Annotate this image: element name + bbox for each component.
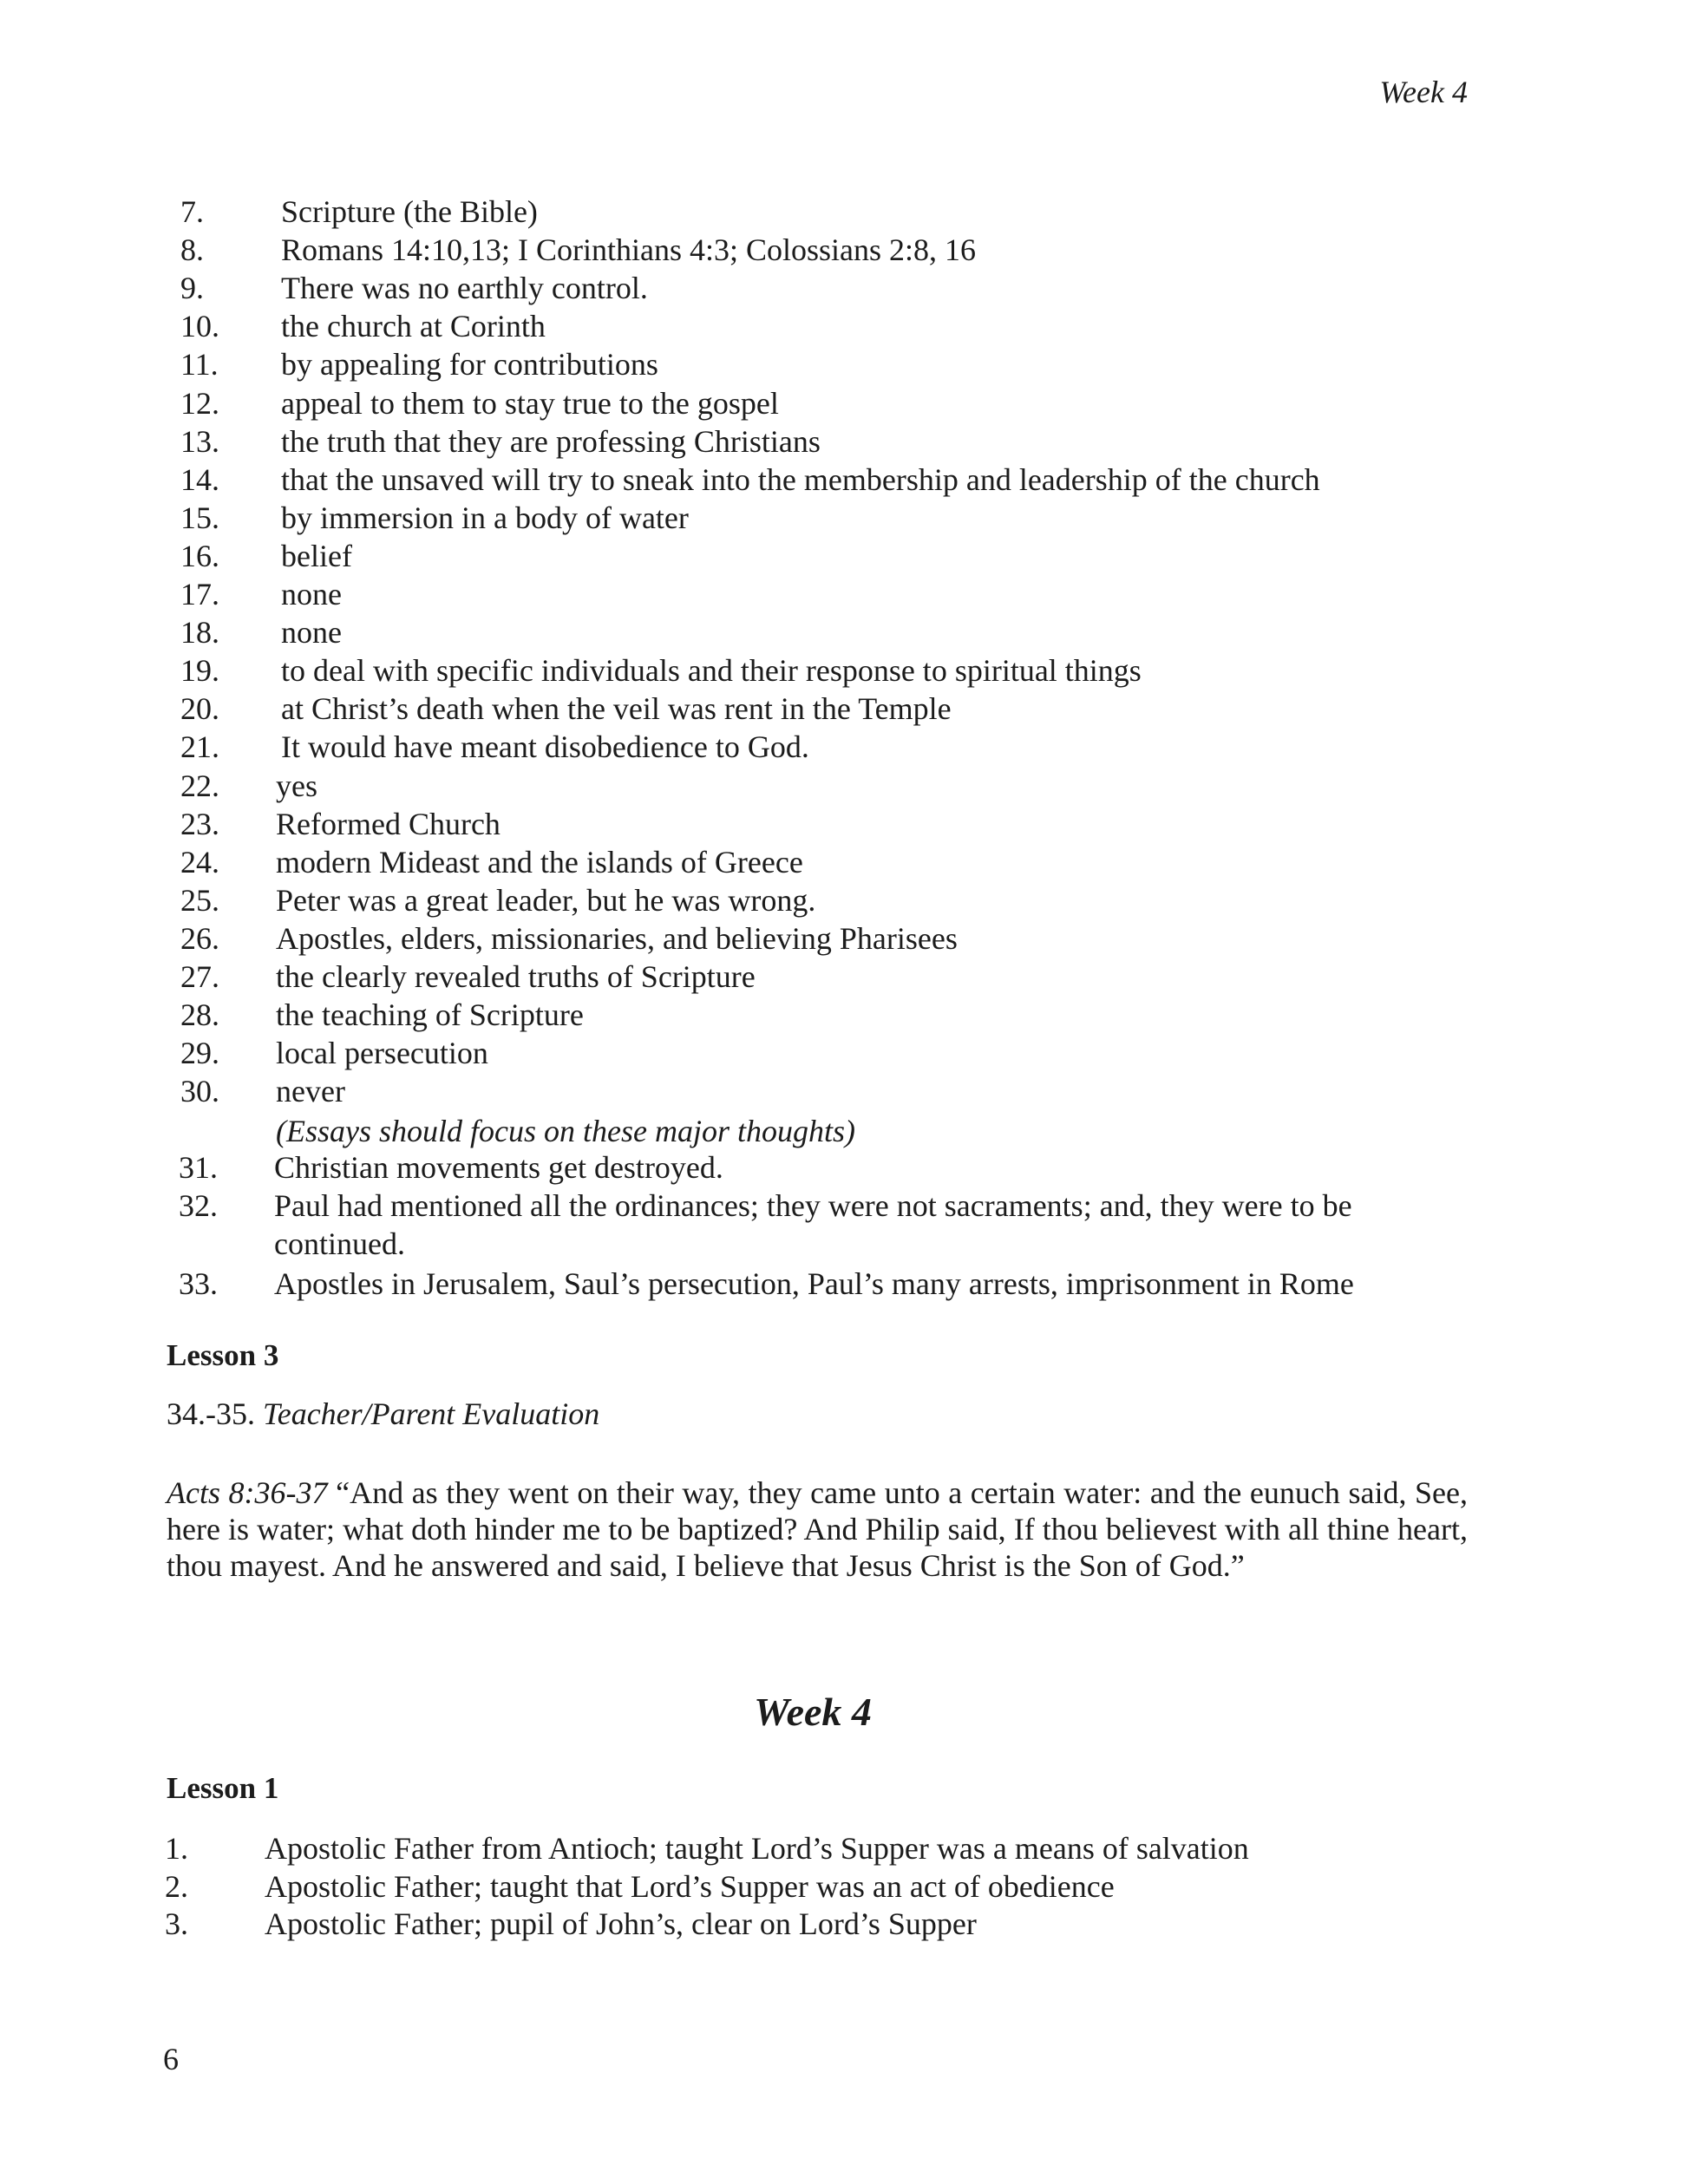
item-answer-continuation: continued. — [274, 1226, 405, 1261]
item-number: 29. — [180, 1036, 219, 1071]
week-heading: Week 4 — [754, 1690, 872, 1734]
lesson-1-heading: Lesson 1 — [167, 1771, 279, 1805]
scripture-reference: Acts 8:36-37 — [167, 1475, 328, 1510]
item-number: 28. — [180, 997, 219, 1033]
list-item — [0, 193, 1688, 231]
item-number: 30. — [180, 1074, 219, 1109]
list-item — [0, 575, 1688, 613]
running-header: Week 4 — [1379, 75, 1468, 109]
item-number: 31. — [179, 1150, 218, 1185]
item-number: 13. — [180, 423, 219, 459]
item-answer: modern Mideast and the islands of Greece — [276, 844, 803, 879]
item-number: 12. — [180, 385, 219, 421]
item-answer: Apostles in Jerusalem, Saul’s persecution, Paul’s many arrests, imprisonment in Rome — [274, 1266, 1354, 1301]
item-answer: It would have meant disobedience to God. — [281, 729, 809, 765]
list-item — [0, 1187, 1688, 1225]
item-number: 21. — [180, 729, 219, 765]
list-item — [0, 728, 1688, 766]
list-item — [0, 1905, 1688, 1943]
item-answer: Apostles, elders, missionaries, and believing Pharisees — [276, 920, 958, 956]
scripture-paragraph — [167, 1475, 1468, 1584]
item-answer: that the unsaved will try to sneak into the membership and leadership of the church — [281, 461, 1320, 497]
item-answer: Paul had mentioned all the ordinances; they were not sacraments; and, they were to be — [274, 1188, 1352, 1223]
scripture-quote: “And as they went on their way, they came unto a certain water: and the eunuch said, See, here is water; what doth hinder me to be baptized? And Philip said, If thou believest with all thine heart, thou mayest. And he answered and said, I believe that Jesus Christ is the Son of God.” — [167, 1475, 1468, 1583]
item-answer: Apostolic Father; pupil of John’s, clear on Lord’s Supper — [265, 1906, 977, 1941]
item-answer: the truth that they are professing Christians — [281, 423, 821, 459]
list-item — [0, 269, 1688, 307]
item-answer: There was no earthly control. — [281, 271, 648, 306]
list-item — [0, 1829, 1688, 1867]
item-number: 9. — [180, 271, 204, 306]
item-number: 7. — [180, 194, 204, 229]
list-item — [0, 461, 1688, 499]
list-item — [0, 690, 1688, 728]
item-number: 8. — [180, 232, 204, 268]
item-answer: appeal to them to stay true to the gospel — [281, 385, 779, 421]
item-number: 25. — [180, 882, 219, 918]
item-answer: Scripture (the Bible) — [281, 194, 538, 229]
item-number: 14. — [180, 461, 219, 497]
item-number: 23. — [180, 806, 219, 841]
evaluation-number: 34.-35. — [167, 1396, 255, 1431]
item-number: 22. — [180, 768, 219, 803]
item-number: 1. — [165, 1831, 188, 1866]
list-item — [0, 307, 1688, 345]
item-number: 33. — [179, 1266, 218, 1301]
item-answer: Apostolic Father from Antioch; taught Lord’s Supper was a means of salvation — [265, 1831, 1249, 1866]
lesson-3-heading: Lesson 3 — [167, 1338, 279, 1372]
list-item — [0, 499, 1688, 537]
list-item — [0, 1148, 1688, 1187]
item-answer: Apostolic Father; taught that Lord’s Supper was an act of obedience — [265, 1868, 1115, 1904]
list-item — [0, 805, 1688, 843]
item-answer: yes — [276, 768, 317, 803]
list-item — [0, 231, 1688, 269]
list-item — [0, 958, 1688, 996]
list-item — [0, 1072, 1688, 1110]
list-item — [0, 919, 1688, 958]
item-number: 3. — [165, 1906, 188, 1941]
list-item — [0, 996, 1688, 1034]
list-item — [0, 345, 1688, 383]
list-item — [0, 613, 1688, 651]
item-answer: local persecution — [276, 1036, 488, 1071]
list-item — [0, 843, 1688, 881]
item-number: 20. — [180, 691, 219, 727]
item-number: 11. — [180, 347, 219, 383]
item-answer: Christian movements get destroyed. — [274, 1150, 723, 1185]
item-answer: by immersion in a body of water — [281, 500, 689, 535]
item-number: 19. — [180, 653, 219, 689]
list-item — [0, 1265, 1688, 1303]
item-number: 26. — [180, 920, 219, 956]
item-answer: Reformed Church — [276, 806, 501, 841]
item-number: 15. — [180, 500, 219, 535]
evaluation-line — [167, 1395, 599, 1433]
item-answer: to deal with specific individuals and their response to spiritual things — [281, 653, 1142, 689]
item-answer: belief — [281, 538, 352, 573]
item-number: 18. — [180, 615, 219, 651]
item-answer: none — [281, 615, 342, 651]
item-answer: by appealing for contributions — [281, 347, 658, 383]
item-number: 17. — [180, 577, 219, 611]
item-number: 10. — [180, 309, 219, 344]
item-answer: the teaching of Scripture — [276, 997, 584, 1033]
list-item — [0, 767, 1688, 805]
list-item — [0, 384, 1688, 422]
item-number: 24. — [180, 844, 219, 879]
list-item — [0, 537, 1688, 575]
item-answer: Peter was a great leader, but he was wrong. — [276, 882, 816, 918]
list-item — [0, 1034, 1688, 1072]
item-number: 27. — [180, 959, 219, 994]
list-item — [0, 651, 1688, 690]
item-number: 2. — [165, 1868, 188, 1904]
item-number: 32. — [179, 1188, 218, 1223]
item-answer: none — [281, 577, 342, 611]
item-answer: the clearly revealed truths of Scripture — [276, 959, 756, 994]
list-item-continuation — [0, 1225, 1688, 1263]
list-item — [0, 881, 1688, 919]
item-answer: at Christ’s death when the veil was rent in the Temple — [281, 691, 952, 727]
page-number: 6 — [163, 2042, 179, 2076]
item-number: 16. — [180, 538, 219, 573]
list-item — [0, 422, 1688, 461]
item-answer: never — [276, 1074, 345, 1109]
evaluation-text: Teacher/Parent Evaluation — [263, 1396, 600, 1431]
list-item — [0, 1867, 1688, 1906]
item-answer: Romans 14:10,13; I Corinthians 4:3; Colossians 2:8, 16 — [281, 232, 977, 268]
item-answer: the church at Corinth — [281, 309, 546, 344]
essay-note: (Essays should focus on these major thoughts) — [276, 1114, 855, 1148]
